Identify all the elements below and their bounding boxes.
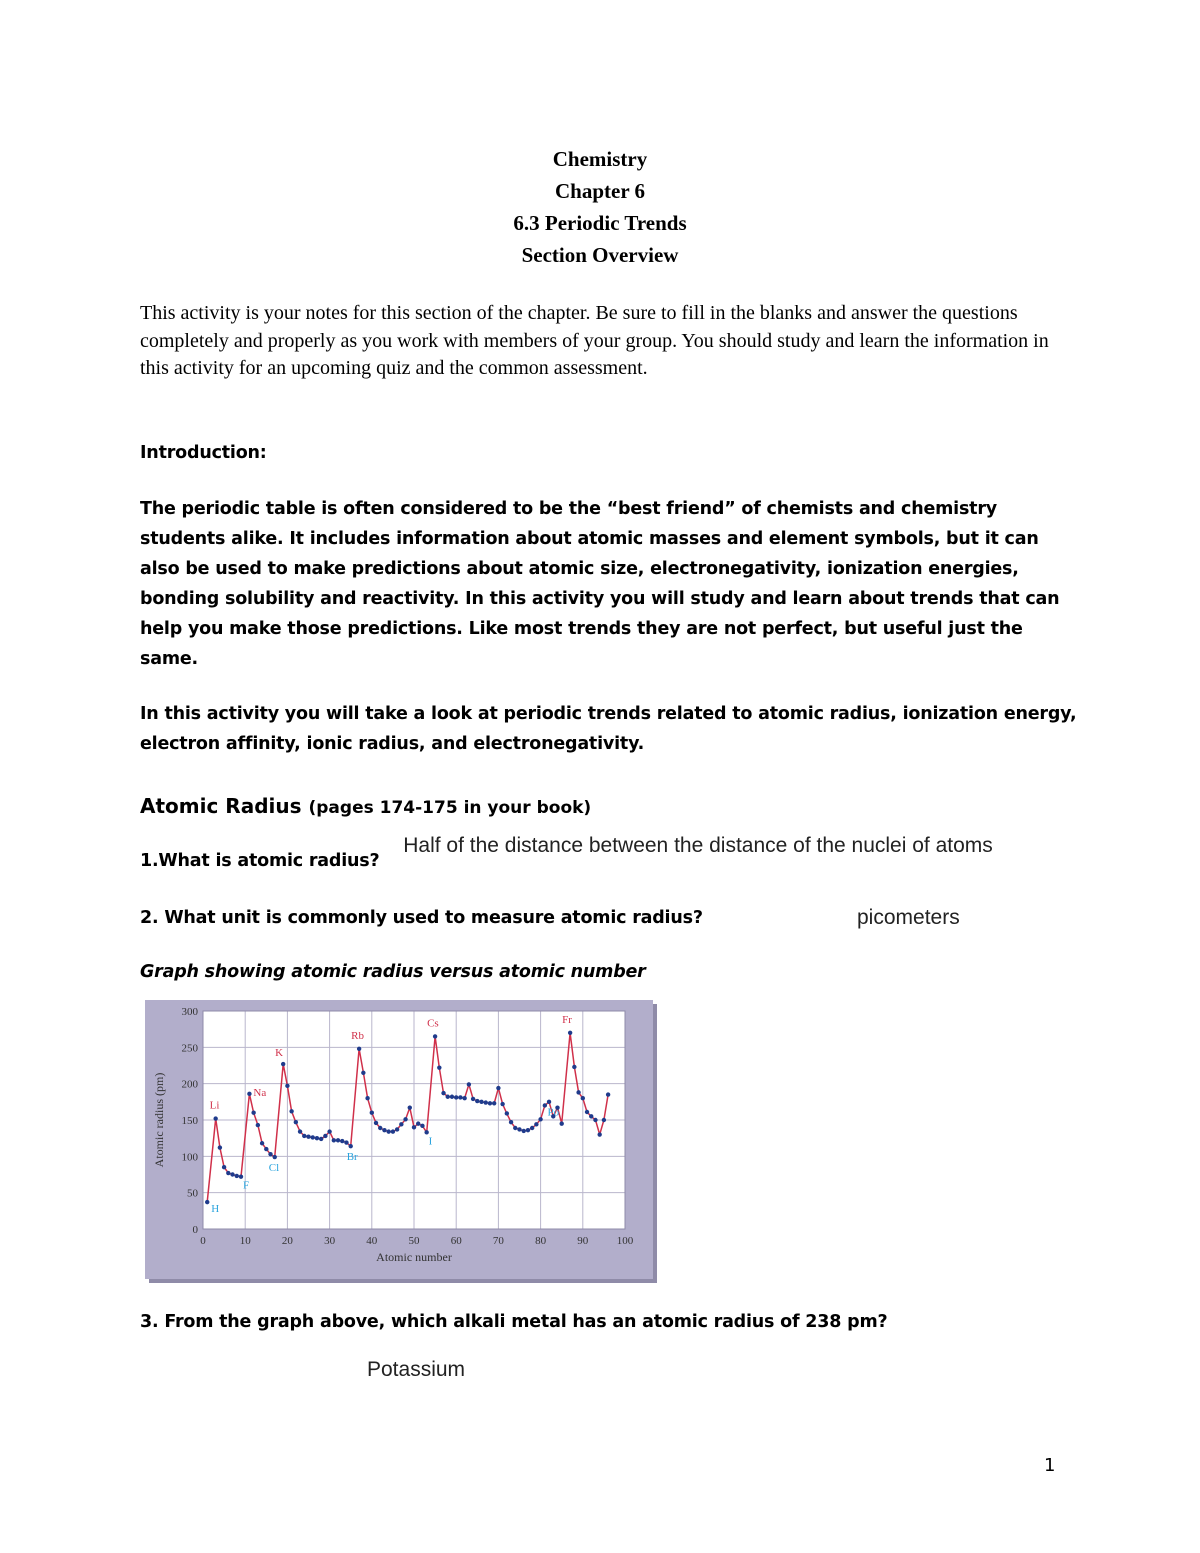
data-point (589, 1114, 593, 1118)
data-point (323, 1134, 327, 1138)
data-point (285, 1084, 289, 1088)
data-point (467, 1082, 471, 1086)
paragraph-text: In this activity you will take a look at periodic trends related to atomic radius, ionization energy, electron affinity, ionic radius, and electronegativity. (140, 704, 1077, 754)
data-point (332, 1138, 336, 1142)
y-tick-label: 150 (181, 1115, 198, 1127)
data-point (294, 1120, 298, 1124)
x-tick-label: 50 (408, 1235, 420, 1247)
data-point (517, 1127, 521, 1131)
introduction-heading: Introduction: (140, 443, 267, 463)
y-tick-label: 50 (187, 1187, 198, 1200)
data-point (382, 1128, 386, 1132)
data-point (581, 1096, 585, 1100)
data-point (391, 1129, 395, 1133)
data-point (298, 1129, 302, 1133)
paragraph-periodic-table (140, 494, 1080, 674)
data-point (488, 1101, 492, 1105)
x-tick-label: 60 (450, 1235, 462, 1247)
section-heading (140, 794, 591, 818)
data-point (281, 1062, 285, 1066)
answer-2: picometers (857, 906, 960, 929)
data-point (505, 1111, 509, 1115)
data-point (230, 1172, 234, 1176)
data-point (462, 1096, 466, 1100)
title-block (0, 143, 1200, 271)
data-point (205, 1200, 209, 1204)
data-point (260, 1141, 264, 1145)
x-tick-label: 40 (366, 1235, 378, 1247)
data-point (349, 1144, 353, 1148)
data-point (268, 1152, 272, 1156)
data-point (593, 1118, 597, 1122)
question-2: 2. What unit is commonly used to measure atomic radius? (140, 908, 703, 928)
y-tick-label: 100 (181, 1151, 198, 1164)
data-point (315, 1136, 319, 1140)
element-label: Na (253, 1086, 267, 1099)
data-point (365, 1096, 369, 1100)
data-point (340, 1139, 344, 1143)
paragraph-trends (140, 699, 1080, 759)
x-tick-label: 80 (535, 1235, 547, 1247)
data-point (408, 1105, 412, 1109)
data-point (522, 1129, 526, 1133)
data-point (446, 1095, 450, 1099)
data-point (378, 1126, 382, 1130)
element-label: F (242, 1179, 250, 1192)
element-label: K (275, 1047, 284, 1060)
data-point (311, 1135, 315, 1139)
element-label: Cs (427, 1017, 439, 1030)
element-label: Cl (268, 1162, 280, 1175)
data-point (247, 1092, 251, 1096)
x-tick-label: 100 (616, 1235, 634, 1247)
data-point (479, 1100, 483, 1104)
section-pages: (pages 174-175 in your book) (308, 798, 592, 818)
data-point (235, 1174, 239, 1178)
chart-svg (145, 1000, 653, 1279)
data-point (441, 1091, 445, 1095)
data-point (568, 1031, 572, 1035)
page-number: 1 (1044, 1455, 1056, 1476)
x-axis-label: Atomic number (376, 1250, 452, 1264)
data-point (264, 1147, 268, 1151)
y-tick-label: 250 (181, 1042, 198, 1055)
intro-paragraph: This activity is your notes for this section of the chapter. Be sure to fill in the blanks and answer the questions completely and properly as you work with members of your group. You should study and learn the information in this activity for an upcoming quiz and the common assessment. (140, 302, 1049, 379)
paragraph-text: The periodic table is often considered to be the “best friend” of chemists and chemistry students alike. It includes information about atomic masses and element symbols, but it can also be used to make predictions about atomic size, electronegativity, ionization energies, bonding solubility and reactivity. In this activity you will study and learn about trends that can help you make those predictions. Like most trends they are not perfect, but useful just the same. (140, 499, 1060, 669)
section-number-title: 6.3 Periodic Trends (513, 211, 687, 235)
x-tick-label: 70 (492, 1235, 504, 1247)
data-point (273, 1155, 277, 1159)
x-tick-label: 10 (239, 1235, 251, 1247)
data-point (226, 1171, 230, 1175)
data-point (543, 1103, 547, 1107)
data-point (576, 1090, 580, 1094)
x-tick-label: 0 (200, 1235, 206, 1247)
question-1: 1.What is atomic radius? (140, 851, 380, 871)
data-point (357, 1047, 361, 1051)
data-point (306, 1135, 310, 1139)
data-point (534, 1122, 538, 1126)
element-label: Br (346, 1151, 358, 1164)
course-title: Chemistry (552, 147, 648, 171)
data-point (344, 1140, 348, 1144)
data-point (327, 1129, 331, 1133)
graph-caption: Graph showing atomic radius versus atomic number (140, 962, 646, 982)
data-point (222, 1165, 226, 1169)
data-point (437, 1065, 441, 1069)
data-point (370, 1111, 374, 1115)
x-tick-label: 30 (324, 1235, 336, 1247)
y-axis-label: Atomic radius (pm) (152, 1072, 166, 1168)
data-point (560, 1121, 564, 1125)
data-point (239, 1174, 243, 1178)
data-point (336, 1138, 340, 1142)
data-point (513, 1126, 517, 1130)
data-point (218, 1145, 222, 1149)
element-label: Li (209, 1099, 220, 1112)
y-tick-label: 200 (181, 1078, 198, 1091)
data-point (509, 1120, 513, 1124)
chapter-title: Chapter 6 (554, 179, 646, 203)
data-point (500, 1102, 504, 1106)
data-point (374, 1121, 378, 1125)
data-point (530, 1126, 534, 1130)
data-point (361, 1071, 365, 1075)
data-point (450, 1095, 454, 1099)
data-point (433, 1034, 437, 1038)
data-point (458, 1095, 462, 1099)
element-label: I (428, 1135, 433, 1148)
answer-1: Half of the distance between the distance of the nuclei of atoms (403, 834, 993, 857)
data-point (454, 1095, 458, 1099)
data-point (319, 1137, 323, 1141)
data-point (492, 1101, 496, 1105)
data-point (420, 1124, 424, 1128)
data-point (475, 1099, 479, 1103)
data-point (403, 1117, 407, 1121)
data-point (289, 1109, 293, 1113)
data-point (416, 1121, 420, 1125)
data-point (484, 1100, 488, 1104)
data-point (606, 1092, 610, 1096)
answer-3: Potassium (367, 1358, 466, 1381)
section-title: Atomic Radius (140, 794, 302, 818)
data-point (256, 1123, 260, 1127)
data-point (526, 1128, 530, 1132)
data-point (386, 1129, 390, 1133)
element-label: Fr (562, 1013, 572, 1026)
data-point (585, 1110, 589, 1114)
data-point (424, 1130, 428, 1134)
data-point (572, 1065, 576, 1069)
data-point (302, 1134, 306, 1138)
element-label: Po (547, 1106, 560, 1119)
x-tick-label: 90 (577, 1235, 589, 1247)
y-tick-label: 0 (192, 1224, 198, 1236)
atomic-radius-chart (145, 1000, 653, 1279)
data-point (597, 1132, 601, 1136)
data-point (496, 1086, 500, 1090)
question-3: 3. From the graph above, which alkali metal has an atomic radius of 238 pm? (140, 1312, 888, 1332)
overview-title: Section Overview (521, 243, 679, 267)
data-point (547, 1100, 551, 1104)
data-point (399, 1122, 403, 1126)
data-point (395, 1127, 399, 1131)
data-point (471, 1097, 475, 1101)
x-tick-label: 20 (281, 1235, 293, 1247)
y-tick-label: 300 (181, 1006, 198, 1018)
data-point (251, 1111, 255, 1115)
element-label: Rb (351, 1029, 364, 1042)
data-point (602, 1118, 606, 1122)
data-point (213, 1116, 217, 1120)
element-label: H (211, 1203, 220, 1216)
data-point (412, 1125, 416, 1129)
data-point (538, 1117, 542, 1121)
